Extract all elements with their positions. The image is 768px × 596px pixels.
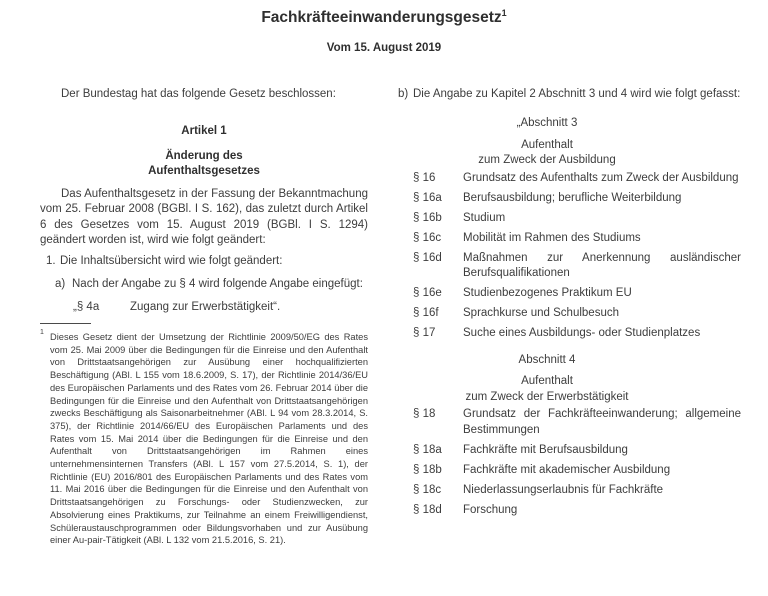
section-3-subheading — [398, 138, 696, 169]
toc-entry-16c — [413, 231, 741, 247]
section-4-toc-entries — [413, 407, 741, 518]
section-4-subheading-line2: zum Zweck der Erwerbstätigkeit — [465, 390, 629, 403]
toc-entry-label: § 16b — [413, 211, 442, 224]
footnote-1-marker: 1 — [40, 329, 44, 336]
list-item-1a-label: a) — [55, 278, 66, 290]
toc-entry-16a — [413, 191, 741, 207]
toc-entry-text: Niederlassungserlaubnis für Fachkräfte — [463, 483, 664, 496]
article-subheading-line2: Aufenthaltsgesetzes — [148, 165, 260, 177]
section-3-heading-block — [398, 116, 741, 169]
toc-entry-text: Mobilität im Rahmen des Studiums — [463, 231, 641, 244]
list-item-1-number: 1. — [46, 254, 56, 267]
section-3-subheading-line1: Aufenthalt — [521, 138, 573, 151]
toc-entry-label: § 18b — [413, 463, 442, 476]
inserted-toc-entry — [73, 300, 368, 316]
toc-entry-label: § 18c — [413, 483, 442, 496]
page-subtitle: Vom 15. August 2019 — [326, 42, 442, 54]
list-item-1a-text: Nach der Angabe zu § 4 wird folgende Angabe eingefügt: — [72, 278, 363, 290]
footnote-1-text: Dieses Gesetz dient der Umsetzung der Richtlinie 2009/50/EG des Rates vom 25. Mai 2009 über die Bedingungen für die Einreise und den Aufenthalt von Drittstaatsangehörigen zur Ausübung einer hochqualifizierten Beschäftigung (ABl. L 155 vom 18.6.2009, S. 17), der Richtlinie 2014/36/EU des Europäischen Parlaments und des Rates vom 26. Februar 2014 über die Bedingungen für die Einreise und den Aufenthalt von Drittstaatsangehörigen zwecks Beschäftigung als Saisonarbeitnehmer (ABl. L 94 vom 28.3.2014, S. 375), der Richtlinie 2014/66/EU des Europäischen Parlaments und des Rates vom 15. Mai 2014 über die Bedingungen für die Einreise und den Aufenthalt von Drittstaatsangehörigen im Rahmen eines unternehmensinternen Transfers (ABl. L 157 vom 27.5.2014, S. 1), der Richtlinie (EU) 2016/801 des Europäischen Parlaments und des Rates vom 11. Mai 2016 über die Bedingungen für die Einreise und den Aufenthalt von Drittstaatsangehörigen zu Forschungs- oder Studienzwecken, zur Absolvierung eines Praktikums, zur Teilnahme an einem Freiwilligendienst, Schüleraustauschprogrammen oder Bildungsvorhaben und zur Ausübung einer Au-pair-Tätigkeit (ABl. L 132 vom 21.5.2016, S. 21). — [50, 332, 368, 546]
toc-entry-label: § 16f — [413, 307, 439, 319]
toc-entry-16 — [413, 171, 741, 187]
toc-entry-text: Studium — [463, 211, 506, 224]
section-4-subheading — [398, 374, 696, 405]
toc-entry-text: Forschung — [463, 503, 518, 516]
amendment-paragraph: Das Aufenthaltsgesetz in der Fassung der Bekanntmachung vom 25. Februar 2008 (BGBl. I S. 162), das zuletzt durch Artikel 6 des Gesetzes vom 15. August 2019 (BGBl. I S. 1294) geändert worden ist, wird wie folgt geändert: — [40, 187, 368, 246]
toc-entry-text: Fachkräfte mit akademischer Ausbildung — [463, 463, 671, 476]
article-subheading — [40, 149, 368, 180]
toc-entry-16f — [413, 306, 741, 322]
toc-entry-18 — [413, 407, 741, 438]
toc-entry-18c — [413, 483, 741, 499]
list-item-1-text: Die Inhaltsübersicht wird wie folgt geändert: — [60, 254, 283, 267]
toc-entry-text: Maßnahmen zur Anerkennung ausländischer Berufsqualifikationen — [463, 251, 741, 279]
toc-entry-label: § 16 — [413, 171, 436, 184]
toc-entry-17 — [413, 326, 741, 342]
list-item-1a — [55, 277, 368, 293]
title-footnote-ref: 1 — [501, 7, 507, 18]
toc-entry-label: § 18a — [413, 443, 442, 456]
toc-entry-label: § 16a — [413, 191, 442, 204]
toc-entry-16e — [413, 286, 741, 302]
enactment-clause: Der Bundestag hat das folgende Gesetz beschlossen: — [61, 87, 336, 100]
column-gap — [368, 87, 398, 547]
page-title — [0, 0, 768, 27]
toc-entry-text: Sprachkurse und Schulbesuch — [463, 307, 619, 319]
toc-entry-18a — [413, 443, 741, 459]
toc-entry-label: § 16e — [413, 287, 442, 299]
toc-entry-18b — [413, 463, 741, 479]
toc-entry-label: § 16d — [413, 251, 442, 264]
toc-entry-text: Grundsatz des Aufenthalts zum Zweck der Ausbildung — [463, 171, 739, 184]
toc-entry-text: Grundsatz der Fachkräfteeinwanderung; allgemeine Bestimmungen — [463, 408, 741, 436]
toc-entry-16d — [413, 251, 741, 282]
right-column — [398, 87, 741, 547]
toc-entry-text: Studienbezogenes Praktikum EU — [463, 287, 632, 299]
toc-entry-label: § 18d — [413, 503, 442, 516]
toc-entry-18d — [413, 503, 741, 519]
toc-entry-16b — [413, 211, 741, 227]
toc-entry-label: § 16c — [413, 231, 442, 244]
list-item-1b-label: b) — [398, 87, 409, 100]
article-heading: Artikel 1 — [181, 125, 227, 137]
toc-entry-text: Berufsausbildung; berufliche Weiterbildung — [463, 191, 682, 204]
section-4-heading-block — [398, 353, 741, 406]
section-3-subheading-line2: zum Zweck der Ausbildung — [478, 154, 616, 166]
article-subheading-line1: Änderung des — [165, 149, 243, 162]
two-column-body — [40, 87, 741, 547]
list-item-1b-text: Die Angabe zu Kapitel 2 Abschnitt 3 und 4 wird wie folgt gefasst: — [413, 87, 741, 100]
toc-entry-label: § 17 — [413, 327, 436, 339]
list-item-1b — [398, 87, 741, 103]
section-4-subheading-line1: Aufenthalt — [521, 375, 573, 387]
toc-entry-text: Fachkräfte mit Berufsausbildung — [463, 443, 628, 456]
footnote-1 — [40, 331, 368, 547]
toc-entry-label: § 18 — [413, 408, 436, 420]
section-3-toc-entries — [413, 171, 741, 342]
list-item-1 — [40, 254, 368, 270]
toc-entry-text: Suche eines Ausbildungs- oder Studienplatzes — [463, 327, 701, 339]
inserted-toc-entry-label: „§ 4a — [73, 300, 100, 313]
section-3-heading: „Abschnitt 3 — [516, 117, 578, 129]
inserted-toc-entry-text: Zugang zur Erwerbstätigkeit“. — [130, 300, 281, 313]
section-4-heading: Abschnitt 4 — [518, 353, 576, 366]
page-title-text: Fachkräfteeinwanderungsgesetz — [261, 9, 502, 26]
left-column — [40, 87, 368, 547]
footnote-separator-rule — [40, 323, 91, 324]
